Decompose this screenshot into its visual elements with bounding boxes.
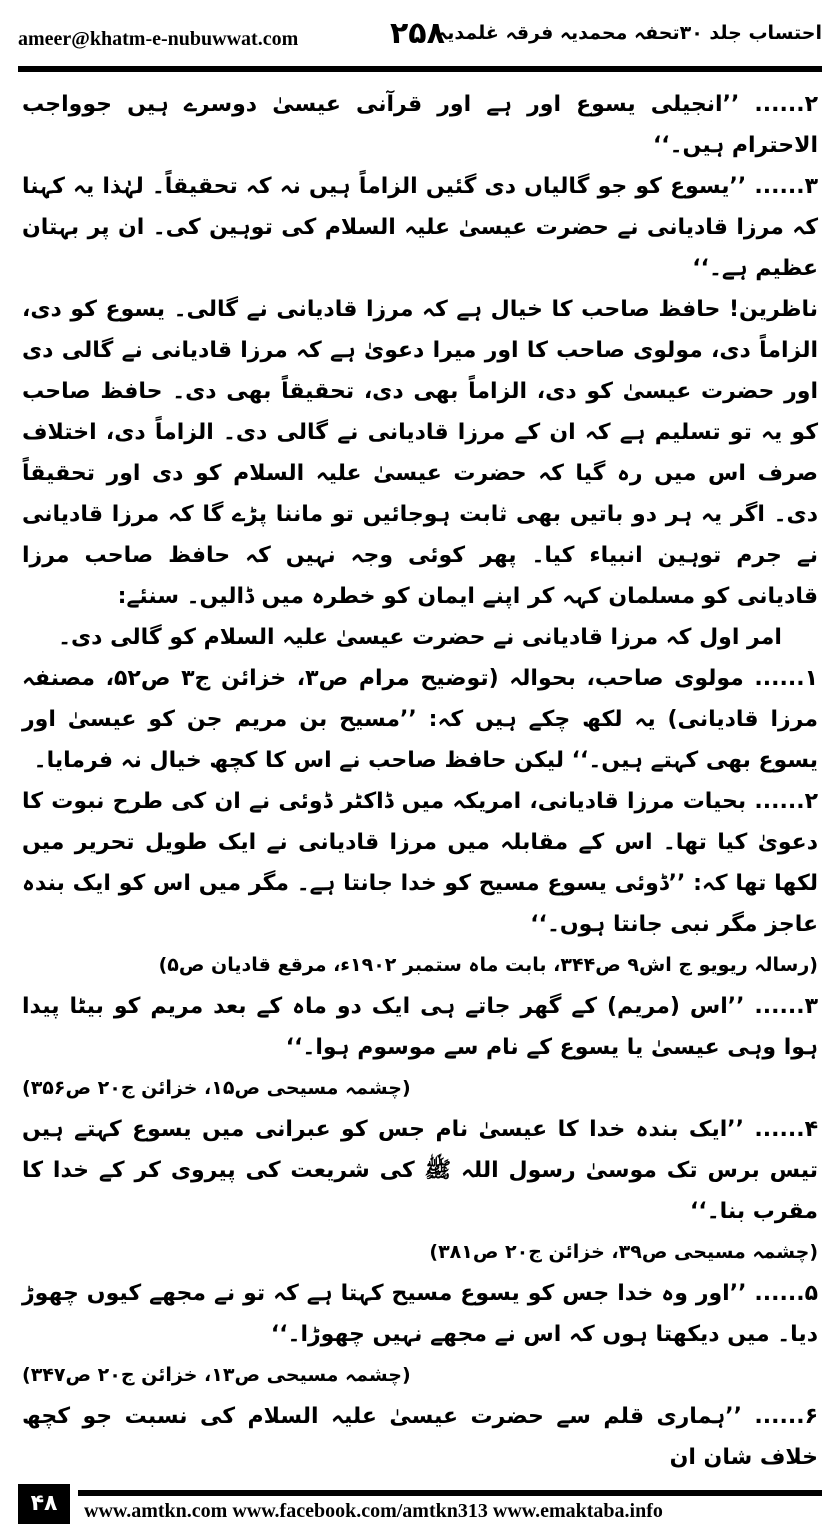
paragraph-9: ۵...... ’’اور وہ خدا جس کو یسوع مسیح کہتا ہے کہ تو نے مجھے کیوں چھوڑ دیا۔ میں دیکھتا ہوں کہ اس نے مجھے نہیں چھوڑا۔‘‘ xyxy=(22,1281,818,1347)
page-body xyxy=(22,84,818,1478)
paragraph-4: امر اول کہ مرزا قادیانی نے حضرت عیسیٰ علیہ السلام کو گالی دی۔ xyxy=(58,625,782,650)
footer-rule xyxy=(78,1490,822,1496)
page-header xyxy=(18,12,822,56)
paragraph-10: ۶...... ’’ہماری قلم سے حضرت عیسیٰ علیہ السلام کی نسبت جو کچھ خلاف شان ان xyxy=(22,1404,818,1470)
paragraph-8: ۴...... ’’ایک بندہ خدا کا عیسیٰ نام جس کو عبرانی میں یسوع کہتے ہیں تیس برس تک موسیٰ رسول اللہ ﷺ کی شریعت کی پیروی کر کے خدا کا مقرب بنا۔‘‘ xyxy=(22,1117,818,1224)
page-number: ۲۵۸ xyxy=(390,16,445,51)
page-footer xyxy=(18,1490,822,1530)
reference-9: (چشمہ مسیحی ص۱۳، خزائن ج۲۰ ص۳۴۷) xyxy=(22,1364,411,1386)
paragraph-2: ۳...... ’’یسوع کو جو گالیاں دی گئیں الزاماً ہیں نہ کہ تحقیقاً۔ لہٰذا یہ کہنا کہ مرزا قادیانی نے حضرت عیسیٰ علیہ السلام کی توہین کی۔ ان پر بہتان عظیم ہے۔‘‘ xyxy=(22,174,818,281)
header-rule xyxy=(18,66,822,72)
footer-links: www.amtkn.com www.facebook.com/amtkn313 www.emaktaba.info xyxy=(84,1500,663,1522)
running-head: احتساب جلد ۳۰تحفہ محمدیہ فرقہ غلمدیہ xyxy=(436,22,822,44)
paragraph-6: ۲...... بحیات مرزا قادیانی، امریکہ میں ڈاکٹر ڈوئی نے ان کی طرح نبوت کا دعویٰ کیا تھا۔ اس کے مقابلہ میں مرزا قادیانی نے ایک طویل تحریر میں لکھا تھا کہ: ’’ڈوئی یسوع مسیح کو خدا جانتا ہے۔ مگر میں اس کو ایک بندہ عاجز مگر نبی جانتا ہوں۔‘‘ xyxy=(22,789,818,937)
reference-7: (چشمہ مسیحی ص۱۵، خزائن ج۲۰ ص۳۵۶) xyxy=(22,1077,411,1099)
reference-6: (رسالہ ریویو ج اش۹ ص۳۴۴، بابت ماہ ستمبر ۱۹۰۲ء، مرقع قادیان ص۵) xyxy=(158,954,818,976)
paragraph-3: ناظرین! حافظ صاحب کا خیال ہے کہ مرزا قادیانی نے گالی۔ یسوع کو دی، الزاماً دی، مولوی صاحب کا اور میرا دعویٰ ہے کہ مرزا قادیانی نے گالی دی اور حضرت عیسیٰ کو دی، الزاماً بھی دی، تحقیقاً بھی دی۔ حافظ صاحب کو یہ تو تسلیم ہے کہ ان کے مرزا قادیانی نے گالی دی۔ الزاماً دی، اختلاف صرف اس میں رہ گیا کہ حضرت عیسیٰ علیہ السلام کو دی اور تحقیقاً دی۔ اگر یہ ہر دو باتیں بھی ثابت ہوجائیں تو ماننا پڑے گا کہ مرزا قادیانی نے جرم توہین انبیاء کیا۔ پھر کوئی وجہ نہیں کہ حافظ صاحب مرزا قادیانی کو مسلمان کہہ کر اپنے ایمان کو خطرہ میں ڈالیں۔ سنئے: xyxy=(22,297,818,609)
paragraph-5: ۱...... مولوی صاحب، بحوالہ (توضیح مرام ص۳، خزائن ج۳ ص۵۲، مصنفہ مرزا قادیانی) یہ لکھ چکے ہیں کہ: ’’مسیح بن مریم جن کو عیسیٰ اور یسوع بھی کہتے ہیں۔‘‘ لیکن حافظ صاحب نے اس کا کچھ خیال نہ فرمایا۔ xyxy=(22,666,818,773)
paragraph-1: ۲...... ’’انجیلی یسوع اور ہے اور قرآنی عیسیٰ دوسرے ہیں جوواجب الاحترام ہیں۔‘‘ xyxy=(22,92,818,158)
paragraph-7: ۳...... ’’اس (مریم) کے گھر جاتے ہی ایک دو ماہ کے بعد مریم کو بیٹا پیدا ہوا وہی عیسیٰ یا یسوع کے نام سے موسوم ہوا۔‘‘ xyxy=(22,994,818,1060)
reference-8: (چشمہ مسیحی ص۳۹، خزائن ج۲۰ ص۳۸۱) xyxy=(429,1241,818,1263)
header-email: ameer@khatm-e-nubuwwat.com xyxy=(18,28,299,50)
footer-page-badge: ۴۸ xyxy=(18,1484,70,1524)
